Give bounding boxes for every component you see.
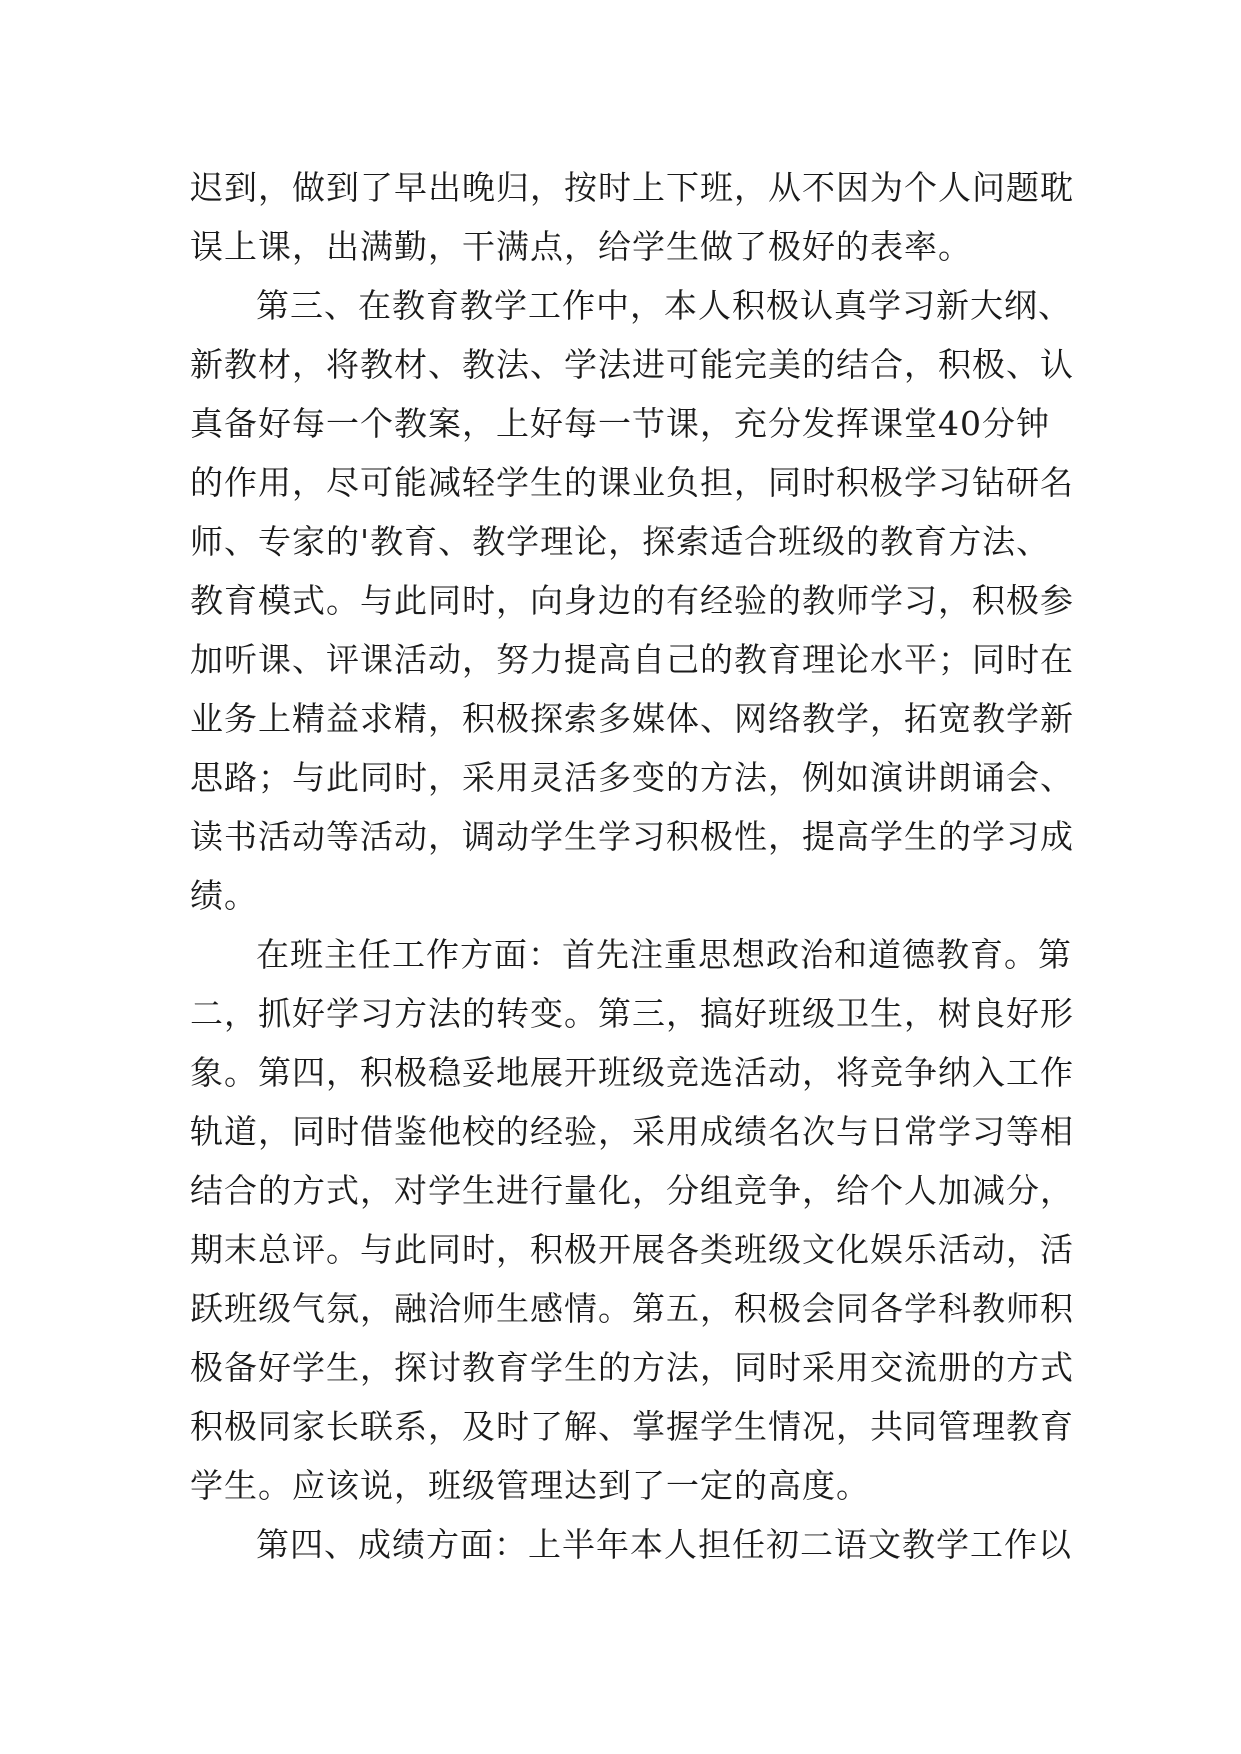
text-line: 绩。	[190, 876, 258, 915]
text-line: 真备好每一个教案，上好每一节课，充分发挥课堂40分钟	[190, 404, 1050, 443]
text-line: 跃班级气氛，融洽师生感情。第五，积极会同各学科教师积	[190, 1289, 1074, 1328]
text-line: 积极同家长联系，及时了解、掌握学生情况，共同管理教育	[190, 1407, 1074, 1446]
text-line: 结合的方式，对学生进行量化，分组竞争，给个人加减分，	[190, 1171, 1074, 1210]
text-line: 读书活动等活动，调动学生学习积极性，提高学生的学习成	[190, 817, 1074, 856]
text-line: 的作用，尽可能减轻学生的课业负担，同时积极学习钻研名	[190, 463, 1074, 502]
text-line: 轨道，同时借鉴他校的经验，采用成绩名次与日常学习等相	[190, 1112, 1074, 1151]
text-line: 师、专家的'教育、教学理论，探索适合班级的教育方法、	[190, 522, 1051, 561]
text-line: 教育模式。与此同时，向身边的有经验的教师学习，积极参	[190, 581, 1074, 620]
text-line: 思路；与此同时，采用灵活多变的方法，例如演讲朗诵会、	[190, 758, 1074, 797]
text-line: 新教材，将教材、教法、学法进可能完美的结合，积极、认	[190, 345, 1074, 384]
body-text	[190, 158, 1090, 1574]
text-line: 极备好学生，探讨教育学生的方法，同时采用交流册的方式	[190, 1348, 1074, 1387]
text-line: 迟到，做到了早出晚归，按时上下班，从不因为个人问题耽	[190, 168, 1074, 207]
text-line: 加听课、评课活动，努力提高自己的教育理论水平；同时在	[190, 640, 1074, 679]
text-line: 业务上精益求精，积极探索多媒体、网络教学，拓宽教学新	[190, 699, 1074, 738]
text-line: 学生。应该说，班级管理达到了一定的高度。	[190, 1466, 870, 1505]
text-line: 在班主任工作方面：首先注重思想政治和道德教育。第	[256, 935, 1072, 974]
text-line: 象。第四，积极稳妥地展开班级竞选活动，将竞争纳入工作	[190, 1053, 1074, 1092]
text-line: 二，抓好学习方法的转变。第三，搞好班级卫生，树良好形	[190, 994, 1074, 1033]
text-line: 误上课，出满勤，干满点，给学生做了极好的表率。	[190, 227, 972, 266]
text-line: 期末总评。与此同时，积极开展各类班级文化娱乐活动，活	[190, 1230, 1074, 1269]
text-line: 第三、在教育教学工作中，本人积极认真学习新大纲、	[256, 286, 1072, 325]
text-line: 第四、成绩方面：上半年本人担任初二语文教学工作以	[256, 1525, 1072, 1564]
